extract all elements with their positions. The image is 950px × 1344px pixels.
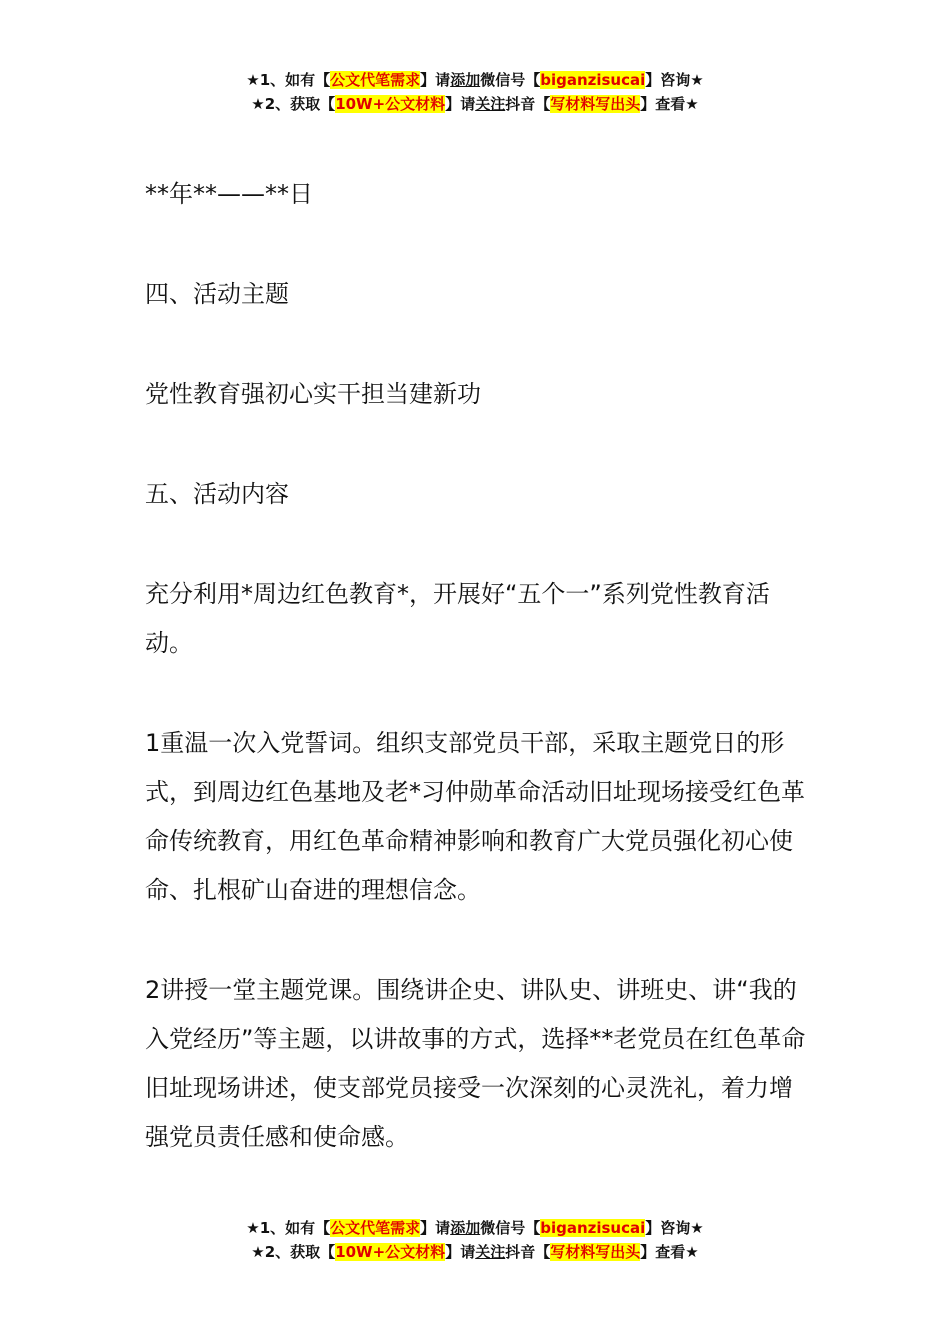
header-line-2-underlined: 关注 <box>475 95 506 113</box>
section-5-heading: 五、活动内容 <box>145 480 289 508</box>
header-line-1-highlight-service: 公文代笔需求 <box>330 71 421 89</box>
header-line-2-suffix: 】查看★ <box>640 95 699 113</box>
footer-line-2 <box>0 1240 950 1264</box>
document-body <box>145 170 807 1162</box>
header-line-1-mid: 】请 <box>420 71 451 89</box>
header-line-2 <box>0 92 950 116</box>
footer-line-2-mid2: 抖音【 <box>505 1243 551 1261</box>
header-line-2-highlight-douyin: 写材料写出头 <box>550 95 641 113</box>
header-line-1-suffix: 】咨询★ <box>645 71 704 89</box>
footer-line-1 <box>0 1216 950 1240</box>
footer-line-2-prefix: ★2、获取【 <box>251 1243 336 1261</box>
footer-line-2-mid: 】请 <box>445 1243 476 1261</box>
footer-line-1-prefix: ★1、如有【 <box>246 1219 331 1237</box>
header-line-2-prefix: ★2、获取【 <box>251 95 336 113</box>
footer-banner <box>0 1216 950 1264</box>
activity-theme: 党性教育强初心实干担当建新功 <box>145 380 481 408</box>
footer-line-1-mid2: 微信号【 <box>480 1219 541 1237</box>
footer-line-1-underlined: 添加 <box>450 1219 481 1237</box>
header-line-1-mid2: 微信号【 <box>480 71 541 89</box>
header-line-2-mid: 】请 <box>445 95 476 113</box>
header-line-1 <box>0 68 950 92</box>
header-line-1-underlined: 添加 <box>450 71 481 89</box>
header-line-2-highlight-materials: 10W+公文材料 <box>335 95 446 113</box>
item-1-paragraph: 1重温一次入党誓词。组织支部党员干部，采取主题党日的形式，到周边红色基地及老*习仲勋革命活动旧址现场接受红色革命传统教育，用红色革命精神影响和教育广大党员强化初心使命、扎根矿山奋进的理想信念。 <box>145 729 805 904</box>
footer-line-2-underlined: 关注 <box>475 1243 506 1261</box>
footer-line-2-highlight-douyin: 写材料写出头 <box>550 1243 641 1261</box>
item-2-paragraph: 2讲授一堂主题党课。围绕讲企史、讲队史、讲班史、讲“我的入党经历”等主题，以讲故事的方式，选择**老党员在红色革命旧址现场讲述，使支部党员接受一次深刻的心灵洗礼，着力增强党员责任感和使命感。 <box>145 976 806 1151</box>
header-line-1-prefix: ★1、如有【 <box>246 71 331 89</box>
footer-line-2-highlight-materials: 10W+公文材料 <box>335 1243 446 1261</box>
date-line: **年**——**日 <box>145 180 313 208</box>
footer-line-1-highlight-wechat: biganzisucai <box>540 1219 646 1237</box>
footer-line-1-highlight-service: 公文代笔需求 <box>330 1219 421 1237</box>
header-line-2-mid2: 抖音【 <box>505 95 551 113</box>
footer-line-1-suffix: 】咨询★ <box>645 1219 704 1237</box>
header-line-1-highlight-wechat: biganzisucai <box>540 71 646 89</box>
footer-line-2-suffix: 】查看★ <box>640 1243 699 1261</box>
header-banner <box>0 68 950 116</box>
intro-paragraph: 充分利用*周边红色教育*，开展好“五个一”系列党性教育活动。 <box>145 580 770 657</box>
section-4-heading: 四、活动主题 <box>145 280 289 308</box>
footer-line-1-mid: 】请 <box>420 1219 451 1237</box>
